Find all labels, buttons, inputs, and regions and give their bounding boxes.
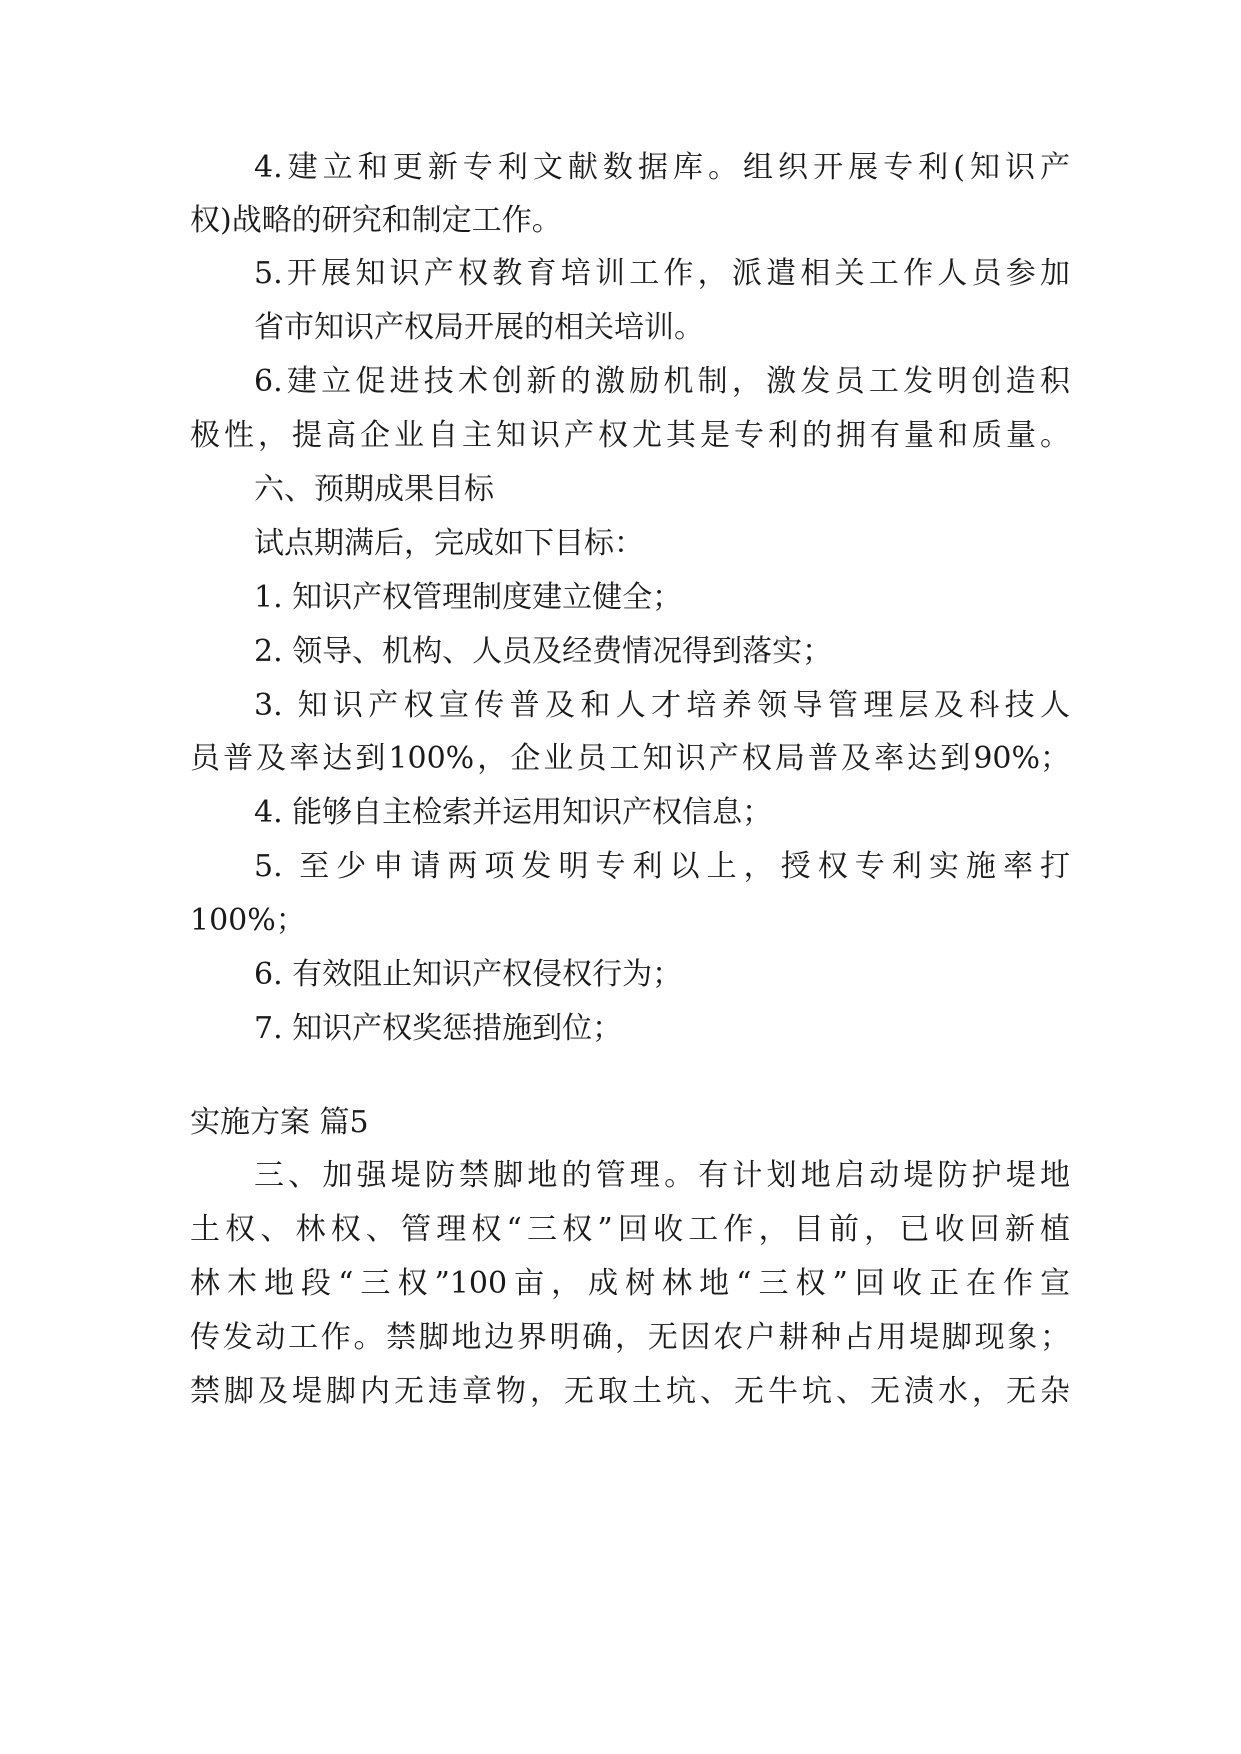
list-item: 4. 能够自主检索并运用知识产权信息； — [254, 795, 773, 830]
text-line: 试点期满后，完成如下目标： — [254, 526, 644, 561]
text-line: 4.建立和更新专利文献数据库。组织开展专利(知识产 — [254, 150, 1070, 185]
text-line: 林木地段“三权”100亩，成树林地“三权”回收正在作宣 — [190, 1266, 1070, 1301]
text-line: 6.建立促进技术创新的激励机制，激发员工发明创造积 — [254, 364, 1070, 399]
text-line: 三、加强堤防禁脚地的管理。有计划地启动堤防护堤地 — [254, 1158, 1070, 1193]
text-line: 极性，提高企业自主知识产权尤其是专利的拥有量和质量。 — [190, 418, 1070, 453]
list-item: 7. 知识产权奖惩措施到位； — [254, 1011, 623, 1046]
text-line: 权)战略的研究和制定工作。 — [190, 203, 562, 238]
text-line: 土权、林权、管理权“三权”回收工作，目前，已收回新植 — [190, 1212, 1070, 1247]
text-line: 禁脚及堤脚内无违章物，无取土坑、无牛坑、无渍水，无杂 — [190, 1374, 1070, 1409]
text-line: 5.开展知识产权教育培训工作，派遣相关工作人员参加 — [254, 256, 1070, 291]
list-item: 1. 知识产权管理制度建立健全； — [254, 580, 683, 615]
list-item: 2. 领导、机构、人员及经费情况得到落实； — [254, 634, 833, 669]
list-item: 3. 知识产权宣传普及和人才培养领导管理层及科技人 — [254, 688, 1070, 723]
section-heading: 六、预期成果目标 — [254, 472, 494, 507]
section-title: 实施方案 篇5 — [190, 1105, 369, 1140]
list-item: 5. 至少申请两项发明专利以上，授权专利实施率打 — [254, 849, 1070, 884]
text-line: 传发动工作。禁脚地边界明确，无因农户耕种占用堤脚现象； — [190, 1320, 1070, 1355]
text-line: 员普及率达到100%，企业员工知识产权局普及率达到90%； — [190, 741, 1070, 776]
list-item: 6. 有效阻止知识产权侵权行为； — [254, 957, 683, 992]
text-line: 100%； — [190, 903, 306, 938]
text-line: 省市知识产权局开展的相关培训。 — [254, 310, 704, 345]
